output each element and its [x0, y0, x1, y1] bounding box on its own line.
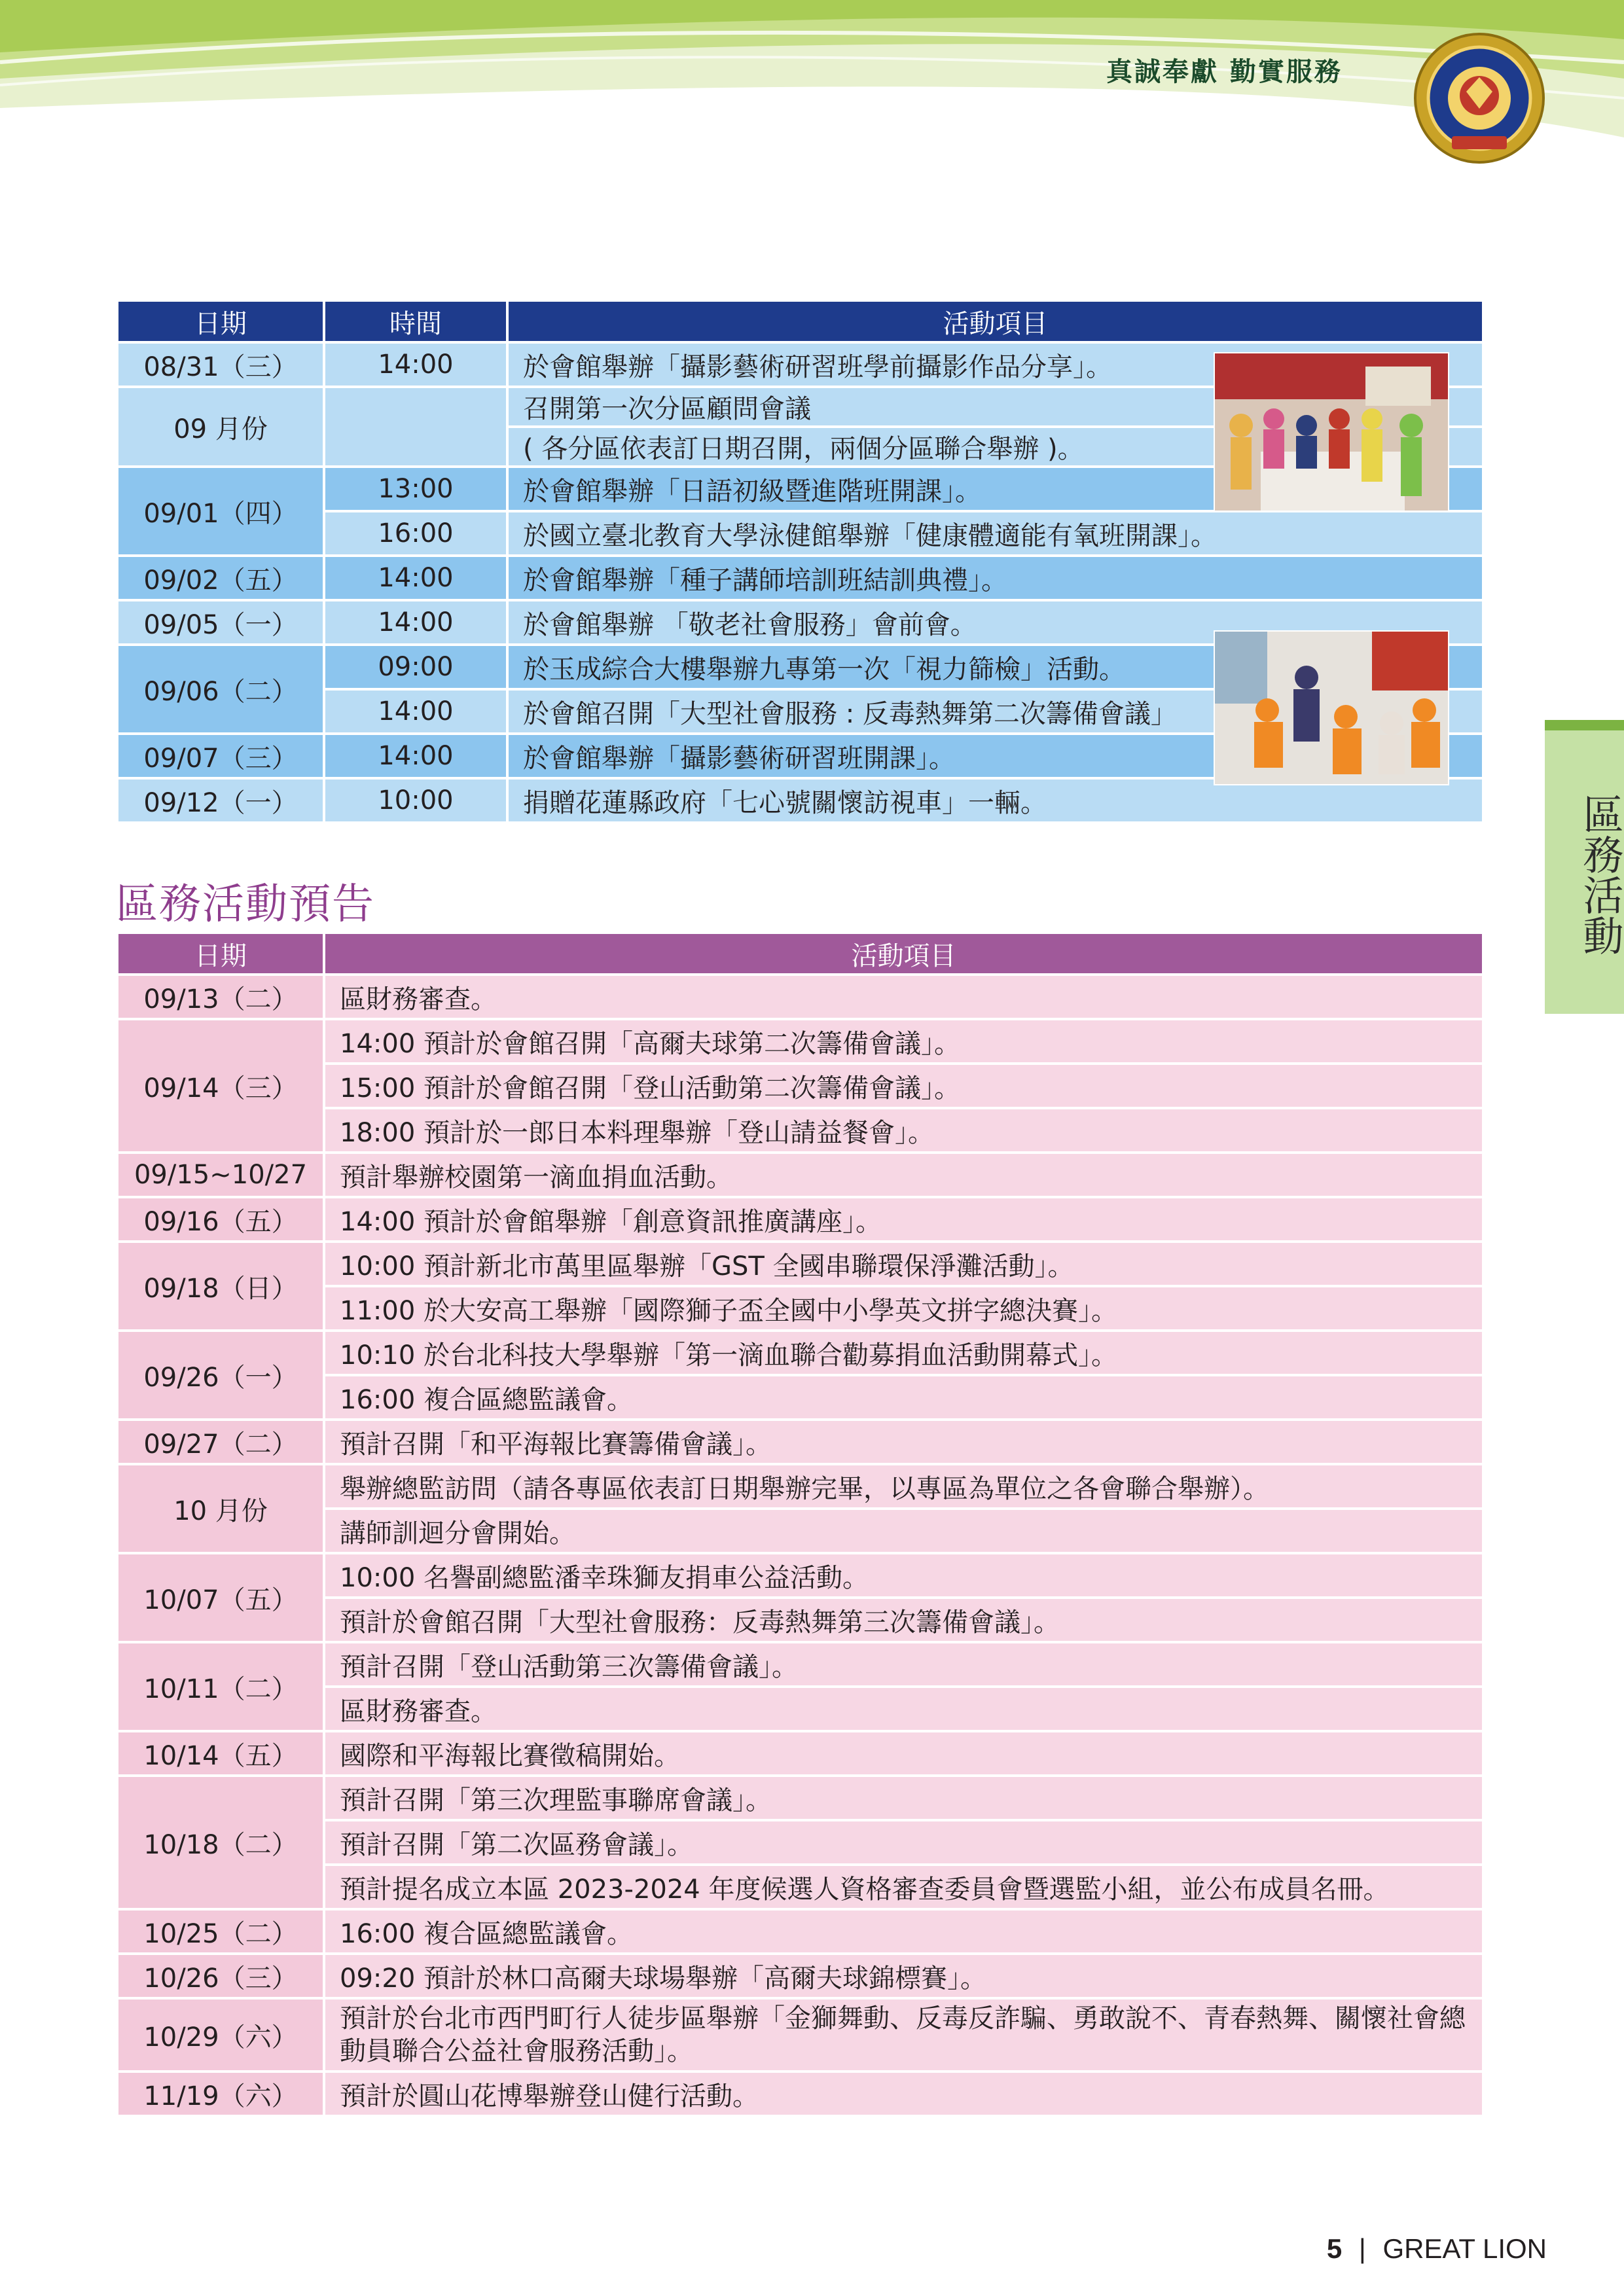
- row-activity: 於會館舉辦「種子講師培訓班結訓典禮」。: [509, 557, 1482, 599]
- row-date: 09/16（五）: [118, 1198, 323, 1240]
- row-activity: 於會館舉辦 「敬老社會服務」會前會。: [509, 601, 1482, 643]
- section-title: 區務活動預告: [116, 880, 375, 929]
- row-date: 09 月份: [118, 388, 323, 465]
- row-time: 14:00: [325, 344, 506, 386]
- header-activity: 活動項目: [325, 934, 1482, 973]
- row-date: 09/02（五）: [118, 557, 323, 599]
- row-activity: 預計提名成立本區 2023-2024 年度候選人資格審查委員會暨選監小組，並公布成員名冊。: [325, 1866, 1482, 1908]
- row-time: 09:00: [325, 646, 506, 688]
- table-row: [118, 1421, 1482, 1463]
- table-row: [118, 780, 1482, 821]
- row-activity: 於會館舉辦「攝影藝術研習班開課」。: [509, 735, 1482, 777]
- header-date: 日期: [118, 934, 323, 973]
- row-activity: 預計召開「第二次區務會議」。: [325, 1821, 1482, 1863]
- row-date: 09/15~10/27: [118, 1154, 323, 1196]
- row-activity: 10:00 預計新北市萬里區舉辦「GST 全國串聯環保淨灘活動」。: [325, 1243, 1482, 1285]
- header-time: 時間: [325, 302, 506, 341]
- row-date: 09/18（日）: [118, 1243, 323, 1329]
- header-motto: 真誠奉獻 勤實服務: [1106, 56, 1343, 87]
- table-row: [118, 2000, 1482, 2070]
- row-activity: 預計召開「第三次理監事聯席會議」。: [325, 1777, 1482, 1819]
- side-tab: [1545, 730, 1624, 1014]
- table-row: [118, 1510, 1482, 1552]
- table-row: [118, 2073, 1482, 2115]
- row-activity: 於會館舉辦「攝影藝術研習班學前攝影作品分享」。: [509, 344, 1482, 386]
- row-date: 11/19（六）: [118, 2073, 323, 2115]
- table-row: [118, 1020, 1482, 1062]
- row-date: 10/07（五）: [118, 1554, 323, 1641]
- footer-separator: |: [1358, 2233, 1366, 2264]
- vision-screening-photo-image: [1214, 630, 1449, 785]
- lions-club-emblem-icon: [1413, 31, 1546, 165]
- row-date: 09/14（三）: [118, 1020, 323, 1151]
- side-tab-label: 區務活動: [1576, 793, 1624, 956]
- row-date: 09/01（四）: [118, 468, 323, 554]
- row-activity: 區財務審查。: [325, 1688, 1482, 1730]
- row-date: 10/29（六）: [118, 2000, 323, 2070]
- row-activity: 預計於會館召開「大型社會服務：反毒熱舞第三次籌備會議」。: [325, 1599, 1482, 1641]
- row-date: 10 月份: [118, 1465, 323, 1552]
- header-activity: 活動項目: [509, 302, 1482, 341]
- table-row: [118, 1821, 1482, 1863]
- row-date: 10/26（三）: [118, 1955, 323, 1997]
- row-date: 10/18（二）: [118, 1777, 323, 1908]
- row-time: 13:00: [325, 468, 506, 510]
- row-activity: 講師訓迴分會開始。: [325, 1510, 1482, 1552]
- row-activity: 預計於圓山花博舉辦登山健行活動。: [325, 2073, 1482, 2115]
- side-tab-accent: [1545, 720, 1624, 730]
- row-activity: 於會館舉辦「日語初級暨進階班開課」。: [509, 468, 1482, 510]
- table-row: [118, 1065, 1482, 1107]
- table-row: [118, 1599, 1482, 1641]
- row-activity: 11:00 於大安高工舉辦「國際獅子盃全國中小學英文拼字總決賽」。: [325, 1287, 1482, 1329]
- table-row: [118, 1243, 1482, 1285]
- row-activity: 於玉成綜合大樓舉辦九專第一次「視力篩檢」活動。: [509, 646, 1482, 688]
- table-row: [118, 557, 1482, 599]
- row-activity: 預計於台北市西門町行人徒步區舉辦「金獅舞動、反毒反詐騙、勇敢說不、青春熱舞、關懷社會總動員聯合公益社會服務活動」。: [325, 2000, 1482, 2070]
- row-activity: 捐贈花蓮縣政府「七心號關懷訪視車」一輛。: [509, 780, 1482, 821]
- table-row: [118, 1154, 1482, 1196]
- row-time: 14:00: [325, 557, 506, 599]
- row-date: 09/06（二）: [118, 646, 323, 732]
- row-date: 10/14（五）: [118, 1732, 323, 1774]
- row-date: 09/05（一）: [118, 601, 323, 643]
- table-row: [118, 1777, 1482, 1819]
- table-row: [118, 1910, 1482, 1952]
- table-row: [118, 1554, 1482, 1596]
- row-time: 14:00: [325, 735, 506, 777]
- row-date: 09/07（三）: [118, 735, 323, 777]
- row-activity: 於會館召開「大型社會服務 : 反毒熱舞第二次籌備會議」: [509, 691, 1482, 732]
- page-footer: [1327, 2233, 1547, 2265]
- table-row: [118, 1465, 1482, 1507]
- table-row: [118, 1866, 1482, 1908]
- row-date: 09/12（一）: [118, 780, 323, 821]
- row-activity: 預計舉辦校園第一滴血捐血活動。: [325, 1154, 1482, 1196]
- row-activity: 16:00 複合區總監議會。: [325, 1376, 1482, 1418]
- row-date: 09/26（一）: [118, 1332, 323, 1418]
- table-row: [118, 976, 1482, 1018]
- table-row: [118, 1287, 1482, 1329]
- table-header-row: [118, 302, 1482, 341]
- upcoming-activities-table: [116, 931, 1485, 2117]
- row-activity: 14:00 預計於會館召開「高爾夫球第二次籌備會議」。: [325, 1020, 1482, 1062]
- group-photo-image: [1214, 352, 1449, 512]
- row-activity: 15:00 預計於會館召開「登山活動第二次籌備會議」。: [325, 1065, 1482, 1107]
- row-date: 10/25（二）: [118, 1910, 323, 1952]
- row-activity: 14:00 預計於會館舉辦「創意資訊推廣講座」。: [325, 1198, 1482, 1240]
- table-header-row: [118, 934, 1482, 973]
- row-activity: 舉辦總監訪問（請各專區依表訂日期舉辦完畢，以專區為單位之各會聯合舉辦）。: [325, 1465, 1482, 1507]
- row-date: 08/31（三）: [118, 344, 323, 386]
- row-activity: ( 各分區依表訂日期召開，兩個分區聯合舉辦 )。: [509, 428, 1482, 465]
- header-date: 日期: [118, 302, 323, 341]
- row-date: 10/11（二）: [118, 1643, 323, 1730]
- row-time: 14:00: [325, 601, 506, 643]
- table-row: [118, 1732, 1482, 1774]
- row-activity: 09:20 預計於林口高爾夫球場舉辦「高爾夫球錦標賽」。: [325, 1955, 1482, 1997]
- row-time: 14:00: [325, 691, 506, 732]
- row-activity: 10:10 於台北科技大學舉辦「第一滴血聯合勸募捐血活動開幕式」。: [325, 1332, 1482, 1374]
- row-activity: 區財務審查。: [325, 976, 1482, 1018]
- table-row: [118, 1688, 1482, 1730]
- row-date: 09/27（二）: [118, 1421, 323, 1463]
- row-activity: 於國立臺北教育大學泳健館舉辦「健康體適能有氧班開課」。: [509, 512, 1482, 554]
- table-row: [118, 1955, 1482, 1997]
- table-row: [118, 1643, 1482, 1685]
- row-time: 16:00: [325, 512, 506, 554]
- table-row: [118, 1376, 1482, 1418]
- row-activity: 預計召開「登山活動第三次籌備會議」。: [325, 1643, 1482, 1685]
- row-activity: 預計召開「和平海報比賽籌備會議」。: [325, 1421, 1482, 1463]
- row-activity: 國際和平海報比賽徵稿開始。: [325, 1732, 1482, 1774]
- magazine-name: GREAT LION: [1382, 2233, 1547, 2264]
- row-activity: 召開第一次分區顧問會議: [509, 388, 1482, 425]
- row-activity: 18:00 預計於一郎日本料理舉辦「登山請益餐會」。: [325, 1109, 1482, 1151]
- row-date: 09/13（二）: [118, 976, 323, 1018]
- page-number: 5: [1326, 2233, 1343, 2264]
- table-row: [118, 1109, 1482, 1151]
- table-row: [118, 1332, 1482, 1374]
- row-time: 10:00: [325, 780, 506, 821]
- table-row: [118, 1198, 1482, 1240]
- row-activity: 10:00 名譽副總監潘幸珠獅友捐車公益活動。: [325, 1554, 1482, 1596]
- row-activity: 16:00 複合區總監議會。: [325, 1910, 1482, 1952]
- row-time: [325, 388, 506, 465]
- table-row: [118, 512, 1482, 554]
